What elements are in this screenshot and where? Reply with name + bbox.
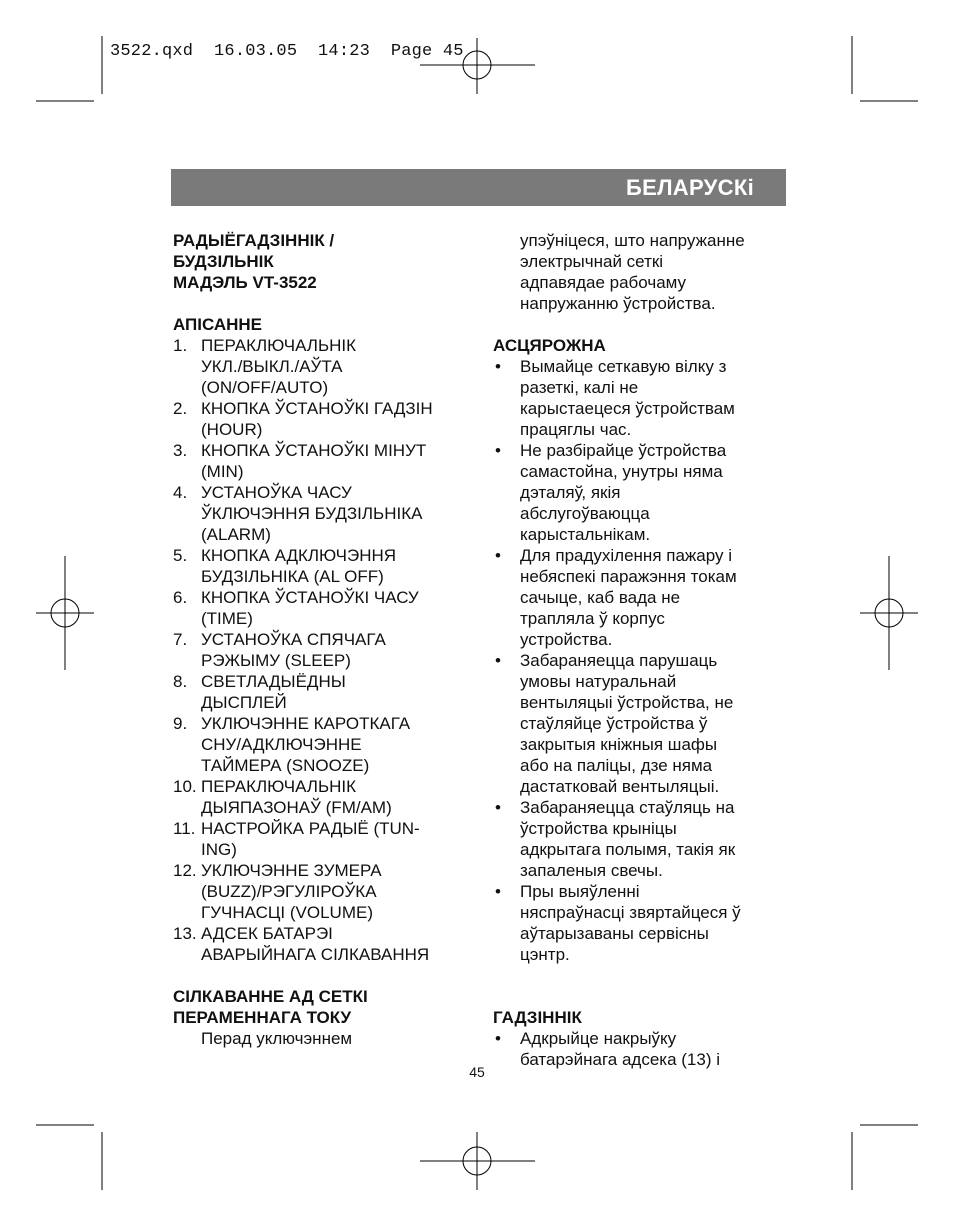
item-text [201,440,473,482]
item-text-line: УСТАНОЎКА ЧАСУ [201,483,352,502]
bullet-text-line: дэталяў, якія [520,483,621,502]
continued-line: упэўніцеся, што напружанне [520,231,745,250]
bullet-text [520,797,793,881]
bullet-text-line: Вымайце сеткавую вілку з [520,357,727,376]
item-text-line: УСТАНОЎКА СПЯЧАГА [201,630,386,649]
item-text-line: РЭЖЫМУ (SLEEP) [201,651,351,670]
continued-line: напружанню ўстройства. [520,294,716,313]
bullet-text-line: Не разбірайце ўстройства [520,441,727,460]
parts-list-item [173,860,473,923]
parts-list-item [173,713,473,776]
item-text-line: КНОПКА ЎСТАНОЎКІ МІНУТ [201,441,427,460]
power-heading-line: СІЛКАВАННЕ АД СЕТКІ [173,987,368,1006]
bullet-icon: • [495,798,501,817]
item-text [201,587,473,629]
clock-heading: ГАДЗІННІК [493,1008,582,1027]
bullet-text-line: небяспекі паражэння токам [520,567,737,586]
item-number: 7. [173,630,188,649]
item-number: 13. [173,924,197,943]
parts-list-item [173,335,473,398]
language-header-bar [171,169,786,206]
caution-list [493,356,793,965]
item-text [201,713,473,776]
item-text [201,629,473,671]
bullet-text-line: ўстройства крыніцы [520,819,677,838]
bullet-text [520,440,793,545]
bullet-text-line: адкрытага полымя, такія як [520,840,736,859]
caution-item [493,356,793,440]
bullet-text-line: абслугоўваюцца [520,504,650,523]
parts-list-item [173,587,473,629]
parts-list-item [173,545,473,587]
bullet-text [520,545,793,650]
parts-list-item [173,671,473,713]
item-text-line: ДЫЯПАЗОНАЎ (FM/AM) [201,798,392,817]
bullet-icon: • [495,546,501,565]
product-title-line: МАДЭЛЬ VT-3522 [173,273,317,292]
bullet-icon: • [495,1029,501,1048]
item-text-line: КНОПКА АДКЛЮЧЭННЯ [201,546,397,565]
bullet-text-line: або на паліцы, дзе няма [520,756,713,775]
item-text-line: КНОПКА ЎСТАНОЎКІ ЧАСУ [201,588,419,607]
bullet-text-line: трапляла ў корпус [520,609,665,628]
item-text [201,671,473,713]
bullet-text-line: Забараняецца парушаць [520,651,718,670]
bullet-text [520,356,793,440]
bullet-text [520,650,793,797]
bullet-text-line: разеткі, калі не [520,378,639,397]
item-text-line: КНОПКА ЎСТАНОЎКІ ГАДЗІН [201,399,433,418]
item-text [201,545,473,587]
parts-list-item [173,629,473,671]
bullet-text-line: самастойна, унутры няма [520,462,723,481]
bullet-icon: • [495,357,501,376]
registration-mark-top [420,38,535,94]
bullet-text-line: карыстаецеся ўстройствам [520,399,735,418]
item-text-line: ТАЙМЕРА (SNOOZE) [201,756,370,775]
bullet-text-line: умовы натуральнай [520,672,677,691]
item-number: 3. [173,441,188,460]
item-text-line: ПЕРАКЛЮЧАЛЬНІК [201,777,357,796]
parts-list-item [173,818,473,860]
item-text-line: НАСТРОЙКА РАДЫЁ (TUN- [201,819,420,838]
item-text [201,776,473,818]
parts-list-item [173,398,473,440]
print-slug: 3522.qxd 16.03.05 14:23 Page 45 [110,42,464,61]
item-text-line: (ON/OFF/AUTO) [201,378,329,397]
bullet-text-line: аўтарызаваны сервісны [520,924,709,943]
item-number: 10. [173,777,197,796]
item-text [201,860,473,923]
item-text-line: БУДЗІЛЬНІКА (AL OFF) [201,567,384,586]
parts-list [173,335,473,965]
item-text-line: ЎКЛЮЧЭННЯ БУДЗІЛЬНІКА [201,504,423,523]
item-number: 1. [173,336,188,355]
registration-mark-right [860,556,918,670]
bullet-text-line: стаўляйце ўстройства ў [520,714,708,733]
bullet-text [520,881,793,965]
parts-list-item [173,776,473,818]
bullet-icon: • [495,651,501,670]
caution-item [493,440,793,545]
continued-line: электрычнай сеткі [520,252,664,271]
item-text-line: ПЕРАКЛЮЧАЛЬНІК [201,336,357,355]
bullet-text-line: вентыляцыі ўстройства, не [520,693,734,712]
item-text [201,398,473,440]
registration-mark-left [36,556,94,670]
power-paragraph: Перад уключэннем [201,1029,353,1048]
item-text-line: ДЫСПЛЕЙ [201,693,287,712]
parts-list-item [173,440,473,482]
page-number: 45 [469,1064,485,1080]
bullet-text-line: Забараняецца стаўляць на [520,798,735,817]
bullet-text-line: сачыце, каб вада не [520,588,681,607]
item-text [201,482,473,545]
caution-heading: АСЦЯРОЖНА [493,336,606,355]
bullet-text-line: устройства. [520,630,613,649]
item-text-line: УКЛ./ВЫКЛ./АЎТА [201,357,343,376]
item-text-line: (BUZZ)/РЭГУЛІРОЎКА [201,882,377,901]
item-text-line: СВЕТЛАДЫЁДНЫ [201,672,346,691]
bullet-text-line: Адкрыйце накрыўку [520,1029,677,1048]
item-number: 9. [173,714,188,733]
bullet-text-line: Пры выяўленні [520,882,640,901]
bullet-text-line: цэнтр. [520,945,570,964]
item-number: 4. [173,483,188,502]
bullet-text-line: працяглы час. [520,420,632,439]
item-text-line: (TIME) [201,609,253,628]
item-text-line: УКЛЮЧЭННЕ КАРОТКАГА [201,714,411,733]
bullet-text-line: Для прадухілення пажару і [520,546,733,565]
item-text-line: СНУ/АДКЛЮЧЭННЕ [201,735,362,754]
bullet-text-line: батарэйнага адсека (13) і [520,1050,720,1069]
item-number: 11. [173,819,196,838]
registration-mark-bottom [420,1132,535,1190]
bullet-text-line: няспраўнасці звяртайцеся ў [520,903,741,922]
bullet-text-line: дастатковай вентыляцыі. [520,777,720,796]
item-number: 2. [173,399,188,418]
left-column [173,230,473,1049]
item-text-line: УКЛЮЧЭННЕ ЗУМЕРА [201,861,382,880]
description-heading: АПІСАННЕ [173,315,263,334]
bullet-icon: • [495,441,501,460]
product-title-line: РАДЫЁГАДЗІННІК / [173,231,335,250]
caution-item [493,545,793,650]
item-text-line: (ALARM) [201,525,271,544]
item-number: 5. [173,546,188,565]
bullet-text-line: карыстальнікам. [520,525,651,544]
caution-item [493,881,793,965]
parts-list-item [173,482,473,545]
bullet-text-line: запаленыя свечы. [520,861,663,880]
bullet-text-line: закрытыя кніжныя шафы [520,735,718,754]
continued-paragraph [493,230,793,314]
caution-item [493,797,793,881]
item-text-line: (MIN) [201,462,244,481]
product-title [173,230,473,293]
item-text-line: АДСЕК БАТАРЭІ [201,924,333,943]
product-title-line: БУДЗІЛЬНІК [173,252,274,271]
item-number: 8. [173,672,188,691]
power-heading-line: ПЕРАМЕННАГА ТОКУ [173,1008,352,1027]
item-text [201,818,473,860]
parts-list-item [173,923,473,965]
item-text-line: ING) [201,840,237,859]
item-number: 6. [173,588,188,607]
power-heading [173,986,473,1028]
item-text [201,335,473,398]
continued-line: адпавядае рабочаму [520,273,687,292]
right-column [493,230,793,1070]
item-text-line: ГУЧНАСЦІ (VOLUME) [201,903,373,922]
item-text [201,923,473,965]
item-text-line: АВАРЫЙНАГА СІЛКАВАННЯ [201,945,430,964]
caution-item [493,650,793,797]
item-number: 12. [173,861,197,880]
language-label: БЕЛАРУСКі [625,175,754,200]
bullet-icon: • [495,882,501,901]
item-text-line: (HOUR) [201,420,263,439]
